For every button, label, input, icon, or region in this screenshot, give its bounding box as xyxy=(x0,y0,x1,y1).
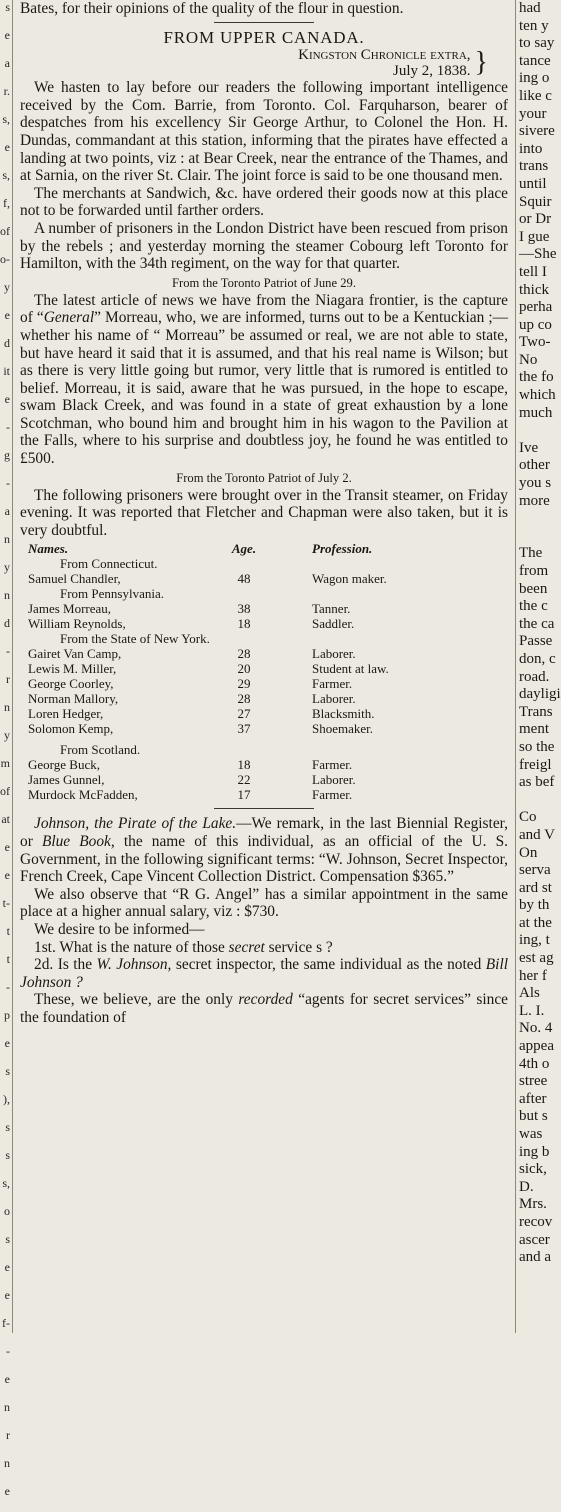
paragraph-prisoners-rescued: A number of prisoners in the London District have been rescued from prison by the rebels ; and yesterday morning the steamer Cobourg left Toronto for Hamilton, with the 34th regiment, on the way for that quarter. xyxy=(20,219,508,273)
right-fragment: your xyxy=(519,105,547,122)
right-fragment: ten y xyxy=(519,17,549,34)
left-fragment: r. xyxy=(3,84,10,98)
prisoner-age: 22 xyxy=(237,772,251,788)
left-fragment: r xyxy=(6,672,10,686)
paragraph-intelligence: We hasten to lay before our readers the following important intelligence received by the Com. Barrie, from Toronto. Col. Farquharson, bearer of despatches from his excellency Sir George Arthur, to Colonel the Hon. H. Dundas, commandant at this station, informing that the pirates have effected a landing at two points, viz : at Bear Creek, near the entrance of the Thames, and at Sarnia, on the river St. Clair. The joint force is said to be one thousand men. xyxy=(20,79,508,185)
left-fragment: s xyxy=(5,1064,10,1078)
header-profession: Profession. xyxy=(312,541,373,557)
right-fragment: and a xyxy=(519,1249,552,1266)
prisoner-name: Norman Mallory, xyxy=(28,691,119,707)
prisoner-profession: Farmer. xyxy=(312,676,353,692)
right-fragment: by th xyxy=(519,897,550,914)
right-fragment: On xyxy=(519,844,538,861)
table-row xyxy=(20,757,508,772)
right-fragment: Squir xyxy=(519,193,552,210)
source-patriot-june: From the Toronto Patriot of June 29. xyxy=(172,275,356,290)
right-fragment: until xyxy=(519,175,547,192)
table-row xyxy=(20,676,508,691)
prisoner-age: 28 xyxy=(237,691,251,707)
right-fragment: like c xyxy=(519,87,552,104)
question-first: 1st. What is the nature of those secret service s ? xyxy=(34,938,333,956)
prisoner-profession: Saddler. xyxy=(312,616,355,632)
right-fragment: more xyxy=(519,492,550,509)
right-fragment: been xyxy=(519,580,548,597)
prisoner-age: 48 xyxy=(237,571,251,587)
right-fragment: 4th o xyxy=(519,1055,550,1072)
left-fragment: e xyxy=(4,1036,10,1050)
dateline-source: Kingston Chronicle extra, xyxy=(298,47,471,64)
header-age: Age. xyxy=(231,541,257,557)
left-fragment: n xyxy=(4,588,10,602)
right-fragment: Passe xyxy=(519,633,553,650)
left-fragment: - xyxy=(6,420,10,434)
table-group-origin: From Connecticut. xyxy=(60,556,158,572)
right-fragment: Two- xyxy=(519,334,551,351)
left-fragment: s xyxy=(5,0,10,14)
right-fragment: was xyxy=(519,1126,543,1142)
prisoner-table xyxy=(20,541,508,802)
right-fragment: but s xyxy=(519,1108,548,1125)
left-fragment: e xyxy=(4,308,10,322)
prisoner-age: 28 xyxy=(237,646,251,662)
left-fragment: - xyxy=(6,1344,10,1358)
table-body xyxy=(20,556,508,802)
right-fragment: sick, xyxy=(519,1161,547,1178)
separator-rule xyxy=(214,808,314,809)
prisoner-age: 29 xyxy=(237,676,251,692)
left-fragment: at xyxy=(1,812,10,826)
column-rule-right xyxy=(515,0,516,1333)
right-fragment: ing, t xyxy=(519,932,550,949)
right-fragment: other xyxy=(519,457,550,474)
left-fragment: - xyxy=(6,644,10,658)
left-fragment: s, xyxy=(2,112,10,126)
right-fragment: after xyxy=(519,1090,547,1107)
right-fragment: Co xyxy=(519,809,537,826)
right-fragment: the c xyxy=(519,598,548,615)
left-fragment: n xyxy=(4,700,10,714)
right-fragment: stree xyxy=(519,1073,548,1090)
left-fragment: e xyxy=(4,1484,10,1498)
table-row xyxy=(20,772,508,787)
left-fragment: s, xyxy=(2,168,10,182)
right-fragment: tance xyxy=(519,52,551,69)
left-fragment: r xyxy=(6,1428,10,1442)
main-column xyxy=(20,0,508,1333)
right-fragment: tell I xyxy=(519,263,547,280)
prisoner-age: 38 xyxy=(237,601,251,617)
left-fragment: s, xyxy=(2,1176,10,1190)
right-fragment: trans xyxy=(519,158,549,175)
right-fragment: the fo xyxy=(519,369,554,386)
left-fragment: e xyxy=(4,868,10,882)
paragraph-angel: We also observe that “R G. Angel” has a similar appointment in the same place at a higher annual salary, viz : $730. xyxy=(20,885,508,921)
right-fragment: No. 4 xyxy=(519,1020,553,1037)
right-fragment: serva xyxy=(519,862,551,879)
prisoner-profession: Farmer. xyxy=(312,787,353,803)
left-fragment: e xyxy=(4,840,10,854)
paragraph-agents: These, we believe, are the only recorded “agents for secret services” since the foundation of xyxy=(20,991,508,1026)
right-fragment xyxy=(519,528,556,546)
left-fragment: d xyxy=(4,616,10,630)
left-fragment: y xyxy=(4,728,10,742)
prisoner-profession: Student at law. xyxy=(312,661,389,677)
right-fragment: to say xyxy=(519,35,555,52)
left-fragment: s xyxy=(5,1232,10,1246)
right-fragment: No xyxy=(519,351,538,368)
table-row xyxy=(20,601,508,616)
right-fragment: thick xyxy=(519,281,549,298)
right-fragment: Trans xyxy=(519,703,553,720)
question-second: 2d. Is the W. Johnson, secret inspector, the same individual as the noted Bill Johnson ? xyxy=(20,956,509,991)
left-fragment: o- xyxy=(0,252,10,266)
prisoner-name: Murdock McFadden, xyxy=(28,787,138,803)
right-fragment: ascer xyxy=(519,1231,550,1248)
right-fragment: Mrs. xyxy=(519,1196,547,1213)
left-fragment: a xyxy=(4,56,10,70)
left-fragment: e xyxy=(4,28,10,42)
right-fragment: had xyxy=(519,0,541,16)
prisoner-profession: Shoemaker. xyxy=(312,721,374,737)
left-fragment: f, xyxy=(3,196,10,210)
left-fragment: t xyxy=(6,952,10,966)
table-row xyxy=(20,787,508,802)
right-fragment: dayligi xyxy=(519,686,561,703)
right-fragment: Als xyxy=(519,985,540,1002)
prisoner-age: 18 xyxy=(237,616,251,632)
left-fragment: e xyxy=(4,1372,10,1386)
right-fragment xyxy=(519,422,556,440)
prisoner-name: William Reynolds, xyxy=(28,616,126,632)
right-fragment: her f xyxy=(519,967,547,984)
left-fragment: o xyxy=(4,1204,10,1218)
right-fragment: recov xyxy=(519,1213,553,1230)
prisoner-age: 20 xyxy=(237,661,251,677)
prisoner-name: Lewis M. Miller, xyxy=(28,661,117,677)
right-fragment: ing b xyxy=(519,1143,550,1160)
paragraph-morreau: The latest article of news we have from the Niagara frontier, is the capture of “General” Morreau, who, we are informed, turns out to be a Kentuckian ;—whether his name of “ Morreau” be assumed or real, we are not able to state, but have heard it said that it is assumed, and that his real name is Wilson; but as there is very little going but rumor, very little that is rumored is entitled to belief. Morreau, it is said, aware that he was pursued, in the hope to escape, swam Black Creek, and was found in a state of great exhaustion by a lone Scotchman, who bound him and brought him in his wagon to the Pavilion at the Falls, where to his surprise and doubtless joy, he found he was entitled to £500. xyxy=(20,291,509,468)
left-fragment: e xyxy=(4,392,10,406)
left-fragment: of xyxy=(0,224,10,238)
paragraph-johnson: Johnson, the Pirate of the Lake.—We remark, in the last Biennial Register, or Blue Book, the name of this individual, as an official of the U. S. Government, in the following significant terms: “W. Johnson, Secret Inspector, French Creek, Cape Vincent Collection District. Compensation $365.” xyxy=(20,815,509,886)
paragraph-desire: We desire to be informed— xyxy=(34,921,205,938)
right-fragment: D. xyxy=(519,1178,534,1195)
headline-upper-canada: FROM UPPER CANADA. xyxy=(163,27,365,47)
left-fragment: m xyxy=(0,756,10,770)
paragraph-transit: The following prisoners were brought over in the Transit steamer, on Friday evening. It was reported that Fletcher and Chapman were also taken, but it is very doubtful. xyxy=(20,486,508,539)
right-fragment: appea xyxy=(519,1038,554,1055)
table-row xyxy=(20,616,508,631)
left-fragment: n xyxy=(4,1456,10,1470)
right-fragment: road. xyxy=(519,668,550,685)
separator-rule xyxy=(214,22,314,23)
left-fragment: e xyxy=(4,1260,10,1274)
left-fragment: d xyxy=(4,336,10,350)
left-fragment: t- xyxy=(2,896,10,910)
right-fragment: —She xyxy=(519,246,557,263)
right-fragment: est ag xyxy=(519,950,554,967)
left-fragment: - xyxy=(6,476,10,490)
table-group-origin: From Pennsylvania. xyxy=(60,586,164,602)
right-fragment: ment xyxy=(519,721,549,738)
left-fragment: e xyxy=(4,1288,10,1302)
left-fragment: e xyxy=(4,140,10,154)
right-fragment: much xyxy=(519,404,553,421)
prisoner-age: 18 xyxy=(237,757,251,773)
left-fragment: g xyxy=(4,448,10,462)
prisoner-profession: Laborer. xyxy=(312,691,356,707)
left-fragment: s xyxy=(5,1120,10,1134)
table-group-origin: From the State of New York. xyxy=(60,631,210,647)
right-fragment: The xyxy=(519,545,543,562)
table-row xyxy=(20,721,508,736)
left-fragment: a xyxy=(4,504,10,518)
left-fragment: p xyxy=(4,1008,10,1022)
table-header xyxy=(20,541,508,556)
column-rule-left xyxy=(12,0,13,1333)
right-fragment: Ive xyxy=(519,439,539,456)
source-patriot-july: From the Toronto Patriot of July 2. xyxy=(176,470,352,485)
prisoner-age: 37 xyxy=(237,721,251,737)
right-fragment: which xyxy=(519,387,556,404)
table-row xyxy=(20,646,508,661)
table-row xyxy=(20,706,508,721)
left-fragment: t xyxy=(6,924,10,938)
right-fragment: perha xyxy=(519,299,553,316)
right-fragment xyxy=(519,792,556,810)
left-fragment: ), xyxy=(3,1092,10,1106)
right-fragment: sivere xyxy=(519,123,555,140)
prisoner-name: George Buck, xyxy=(28,757,100,773)
table-row xyxy=(20,571,508,586)
prisoner-profession: Laborer. xyxy=(312,772,356,788)
left-fragment: of xyxy=(0,784,10,798)
right-fragment: L. I. xyxy=(519,1002,545,1019)
dateline xyxy=(20,47,488,79)
prisoner-name: Solomon Kemp, xyxy=(28,721,114,737)
right-fragment: you s xyxy=(519,475,552,492)
dateline-date: July 2, 1838. xyxy=(393,63,471,80)
left-fragment: n xyxy=(4,532,10,546)
right-fragment: I gue xyxy=(519,228,550,245)
prisoner-name: James Gunnel, xyxy=(28,772,105,788)
left-fragment: it xyxy=(3,364,10,378)
right-column-fragments xyxy=(519,0,561,1333)
right-fragment xyxy=(519,510,556,528)
header-names: Names. xyxy=(28,541,69,557)
prisoner-profession: Laborer. xyxy=(312,646,356,662)
prisoner-age: 27 xyxy=(237,706,251,722)
right-fragment: ing o xyxy=(519,70,550,87)
left-fragment: - xyxy=(6,980,10,994)
prisoner-profession: Blacksmith. xyxy=(312,706,375,722)
prisoner-age: 17 xyxy=(237,787,251,803)
prisoner-name: Samuel Chandler, xyxy=(28,571,121,587)
table-group-origin: From Scotland. xyxy=(60,742,141,758)
right-fragment: freigl xyxy=(519,756,552,773)
right-fragment: or Dr xyxy=(519,211,552,228)
prisoner-name: James Morreau, xyxy=(28,601,112,617)
prisoner-profession: Farmer. xyxy=(312,757,353,773)
brace-glyph: } xyxy=(474,47,488,79)
left-fragment: s xyxy=(5,1148,10,1162)
paragraph-merchants: The merchants at Sandwich, &c. have ordered their goods now at this place not to be forwarded until farther orders. xyxy=(20,184,508,220)
right-fragment: into xyxy=(519,140,543,157)
prisoner-profession: Tanner. xyxy=(312,601,351,617)
prisoner-name: George Coorley, xyxy=(28,676,114,692)
left-margin-fragments xyxy=(0,0,10,1498)
prisoner-profession: Wagon maker. xyxy=(312,571,387,587)
right-fragment: ard st xyxy=(519,879,552,896)
prisoner-name: Gairet Van Camp, xyxy=(28,646,122,662)
top-fragment: Bates, for their opinions of the quality of the flour in question. xyxy=(20,0,404,17)
table-row xyxy=(20,691,508,706)
right-fragment: as bef xyxy=(519,774,555,791)
right-fragment: the ca xyxy=(519,615,555,632)
prisoner-name: Loren Hedger, xyxy=(28,706,104,722)
table-row xyxy=(20,661,508,676)
left-fragment: y xyxy=(4,560,10,574)
right-fragment: at the xyxy=(519,914,552,931)
right-fragment: up co xyxy=(519,316,552,333)
right-fragment: from xyxy=(519,563,549,579)
general-italic: General xyxy=(43,309,95,327)
right-fragment: so the xyxy=(519,738,555,755)
left-fragment: y xyxy=(4,280,10,294)
right-fragment: don, c xyxy=(519,650,556,667)
left-fragment: f- xyxy=(2,1316,10,1330)
right-fragment: and V xyxy=(519,826,555,843)
johnson-title: Johnson, the Pirate of the Lake. xyxy=(34,815,237,833)
left-fragment: n xyxy=(4,1400,10,1414)
